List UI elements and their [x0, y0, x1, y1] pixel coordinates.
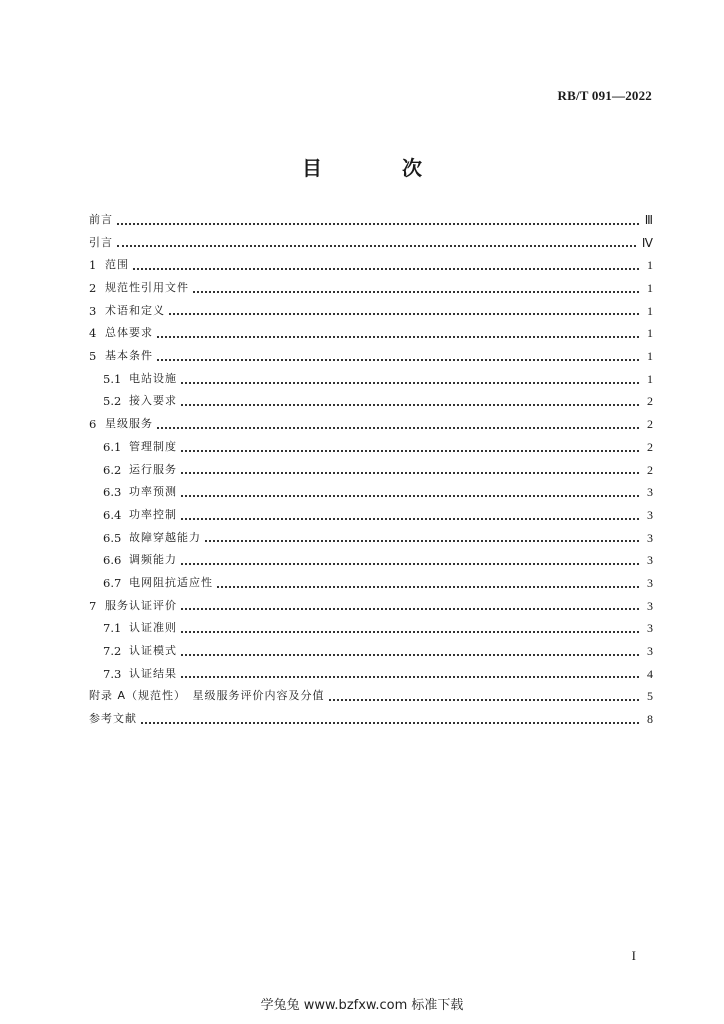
- toc-entry-page: 2: [647, 394, 653, 409]
- toc-entry[interactable]: [89, 640, 653, 663]
- toc-entry-page: 3: [647, 575, 653, 590]
- toc-entry-label: 星级服务: [105, 417, 153, 431]
- toc-entry-label: 范围: [105, 258, 129, 272]
- toc-entry-number: 4: [89, 326, 97, 341]
- toc-entry-number: 6.5: [103, 530, 122, 545]
- toc-entry[interactable]: [89, 708, 653, 731]
- toc-entry-label: 运行服务: [129, 462, 177, 476]
- toc-entry-label: 故障穿越能力: [129, 530, 201, 544]
- toc-title: 目 次: [302, 156, 452, 180]
- toc-entry-page: 3: [647, 507, 653, 522]
- toc-entry-label: 附录 A（规范性） 星级服务评价内容及分值: [89, 689, 325, 703]
- toc-dot-leader: [329, 699, 639, 701]
- document-code: RB/T 091—2022: [557, 88, 652, 103]
- toc-dot-leader: [157, 427, 639, 429]
- toc-entry[interactable]: [89, 663, 653, 686]
- toc-entry-page: 3: [647, 598, 653, 613]
- toc-entry-page: 3: [647, 485, 653, 500]
- table-of-contents: [89, 209, 653, 731]
- toc-entry-number: 6.6: [103, 553, 122, 568]
- toc-entry-label: 规范性引用文件: [105, 281, 189, 295]
- toc-dot-leader: [205, 540, 639, 542]
- toc-dot-leader: [157, 359, 639, 361]
- toc-dot-leader: [181, 676, 639, 678]
- toc-dot-leader: [169, 313, 639, 315]
- toc-entry-page: 3: [647, 553, 653, 568]
- toc-entry-page: Ⅳ: [641, 235, 653, 250]
- toc-dot-leader: [193, 291, 639, 293]
- toc-dot-leader: [181, 563, 639, 565]
- toc-entry-page: 1: [647, 371, 653, 386]
- toc-dot-leader: [181, 450, 639, 452]
- toc-entry-number: 6.2: [103, 462, 122, 477]
- toc-dot-leader: [181, 518, 639, 520]
- toc-entry[interactable]: [89, 345, 653, 368]
- toc-entry[interactable]: [89, 209, 653, 232]
- toc-entry-page: 2: [647, 417, 653, 432]
- toc-entry-page: 3: [647, 530, 653, 545]
- toc-entry-label: 管理制度: [129, 439, 177, 453]
- toc-entry[interactable]: [89, 504, 653, 527]
- toc-entry-number: 7: [89, 598, 97, 613]
- toc-dot-leader: [157, 336, 639, 338]
- toc-dot-leader: [141, 722, 639, 724]
- toc-entry[interactable]: [89, 481, 653, 504]
- toc-entry-page: 1: [647, 326, 653, 341]
- toc-dot-leader: [133, 268, 639, 270]
- toc-entry-number: 7.3: [103, 666, 122, 681]
- toc-entry-number: 6.4: [103, 507, 122, 522]
- toc-dot-leader: [217, 586, 639, 588]
- toc-entry[interactable]: [89, 413, 653, 436]
- toc-entry-label: 认证模式: [129, 644, 177, 658]
- toc-entry[interactable]: [89, 549, 653, 572]
- toc-entry[interactable]: [89, 595, 653, 618]
- toc-entry-number: 6: [89, 417, 97, 432]
- toc-dot-leader: [181, 631, 639, 633]
- toc-entry-number: 1: [89, 258, 97, 273]
- toc-entry-page: 5: [647, 689, 653, 704]
- toc-entry-number: 2: [89, 281, 97, 296]
- toc-entry[interactable]: [89, 459, 653, 482]
- toc-dot-leader: [117, 245, 636, 247]
- toc-entry[interactable]: [89, 232, 653, 255]
- footer-watermark: 学兔兔 www.bzfxw.com 标准下载: [260, 998, 464, 1013]
- toc-entry[interactable]: [89, 277, 653, 300]
- toc-entry-label: 术语和定义: [105, 303, 165, 317]
- toc-dot-leader: [181, 404, 639, 406]
- toc-entry-page: 8: [647, 712, 653, 727]
- toc-entry-number: 5.1: [103, 371, 122, 386]
- toc-entry-label: 服务认证评价: [105, 598, 177, 612]
- toc-entry-number: 3: [89, 303, 97, 318]
- toc-entry-number: 5.2: [103, 394, 122, 409]
- toc-entry-label: 调频能力: [129, 553, 177, 567]
- toc-entry[interactable]: [89, 436, 653, 459]
- toc-dot-leader: [181, 654, 639, 656]
- toc-entry-label: 功率预测: [129, 485, 177, 499]
- toc-entry-label: 电站设施: [129, 371, 177, 385]
- toc-dot-leader: [117, 223, 639, 225]
- toc-entry[interactable]: [89, 368, 653, 391]
- toc-entry-label: 前言: [89, 212, 113, 226]
- toc-entry-page: 1: [647, 349, 653, 364]
- toc-entry-page: 1: [647, 258, 653, 273]
- toc-entry-number: 7.1: [103, 621, 122, 636]
- toc-entry-number: 6.3: [103, 485, 122, 500]
- toc-entry-page: Ⅲ: [644, 212, 653, 227]
- toc-entry[interactable]: [89, 527, 653, 550]
- toc-entry-page: 3: [647, 644, 653, 659]
- toc-entry-page: 1: [647, 303, 653, 318]
- toc-entry-page: 2: [647, 462, 653, 477]
- toc-entry-number: 6.7: [103, 575, 122, 590]
- toc-entry-page: 3: [647, 621, 653, 636]
- toc-entry-label: 引言: [89, 235, 113, 249]
- toc-entry[interactable]: [89, 391, 653, 414]
- toc-entry[interactable]: [89, 685, 653, 708]
- toc-entry[interactable]: [89, 254, 653, 277]
- toc-entry-label: 电网阻抗适应性: [129, 575, 213, 589]
- toc-entry-number: 6.1: [103, 439, 122, 454]
- toc-entry-label: 参考文献: [89, 712, 137, 726]
- page-number: I: [631, 948, 636, 963]
- toc-entry-page: 4: [647, 666, 653, 681]
- toc-dot-leader: [181, 472, 639, 474]
- toc-entry[interactable]: [89, 617, 653, 640]
- toc-dot-leader: [181, 495, 639, 497]
- toc-entry-label: 认证结果: [129, 666, 177, 680]
- toc-dot-leader: [181, 382, 639, 384]
- toc-entry-page: 1: [647, 281, 653, 296]
- toc-entry[interactable]: [89, 572, 653, 595]
- toc-entry-label: 认证准则: [129, 621, 177, 635]
- toc-dot-leader: [181, 608, 639, 610]
- toc-entry-label: 功率控制: [129, 507, 177, 521]
- toc-entry-number: 5: [89, 349, 97, 364]
- toc-entry-label: 接入要求: [129, 394, 177, 408]
- toc-entry[interactable]: [89, 300, 653, 323]
- toc-entry[interactable]: [89, 322, 653, 345]
- toc-entry-page: 2: [647, 439, 653, 454]
- toc-entry-label: 基本条件: [105, 349, 153, 363]
- toc-entry-number: 7.2: [103, 644, 122, 659]
- toc-entry-label: 总体要求: [105, 326, 153, 340]
